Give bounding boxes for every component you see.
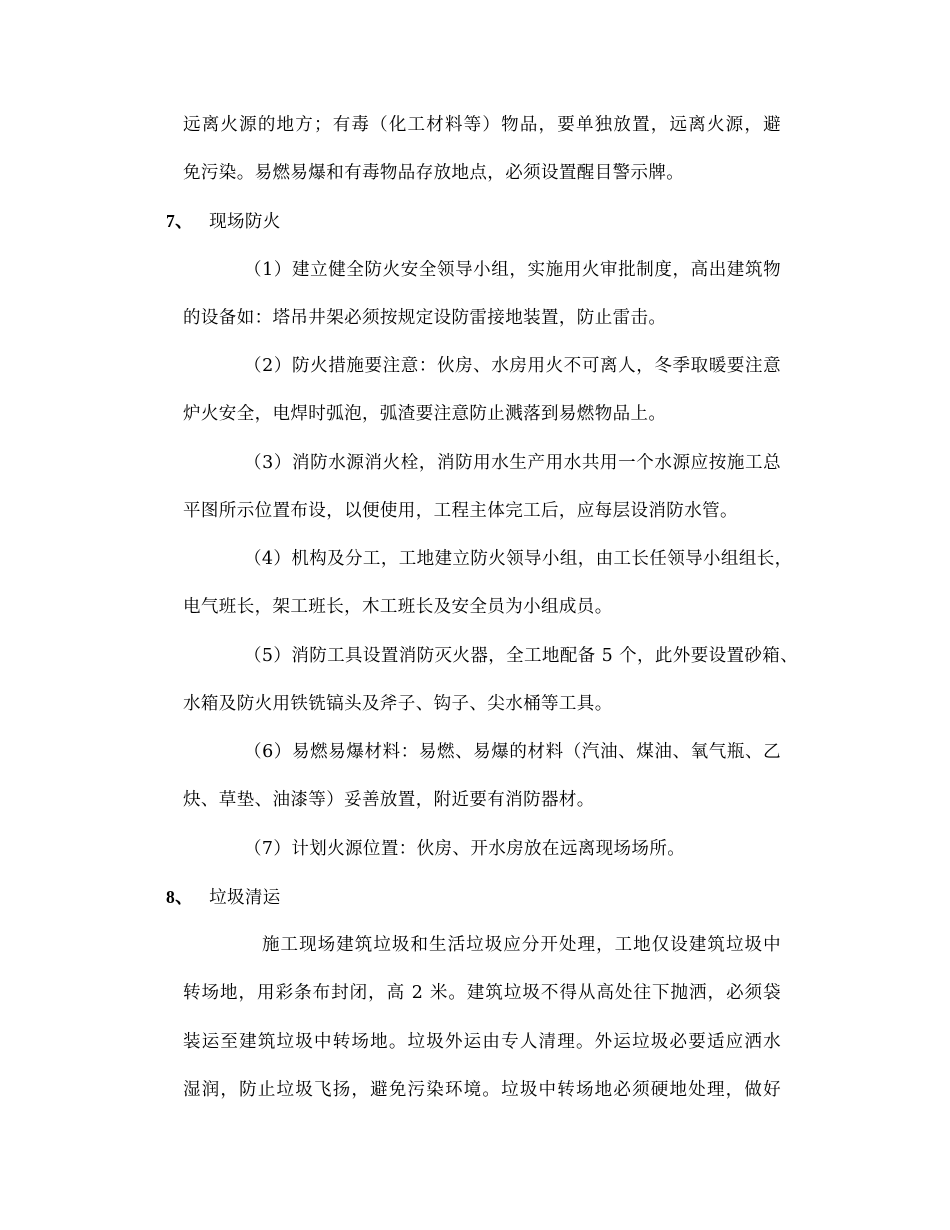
list-item-line: （4）机构及分工，工地建立防火领导小组，由工长任领导小组组长， [244, 549, 793, 569]
section-number: 8、 [166, 887, 194, 907]
paragraph-line: 装运至建筑垃圾中转场地。垃圾外运由专人清理。外运垃圾必要适应洒水 [183, 1032, 781, 1052]
list-item-line: （2）防火措施要注意：伙房、水房用火不可离人，冬季取暖要注意 [244, 356, 781, 376]
list-item-line: （6）易燃易爆材料：易燃、易爆的材料（汽油、煤油、氧气瓶、乙 [244, 742, 781, 762]
section-title: 现场防火 [209, 212, 281, 232]
list-item-line: 炉火安全，电焊时弧泡，弧渣要注意防止溅落到易燃物品上。 [183, 404, 667, 424]
paragraph-line: 免污染。易燃易爆和有毒物品存放地点，必须设置醒目警示牌。 [183, 163, 685, 183]
list-item-line: 水箱及防火用铁铣镐头及斧子、钩子、尖水桶等工具。 [183, 694, 613, 714]
list-item-line: （5）消防工具设置消防灭火器，全工地配备 5 个，此外要设置砂箱、 [244, 646, 799, 666]
section-number: 7、 [166, 211, 194, 231]
section-heading-7 [166, 209, 281, 234]
paragraph-line: 湿润，防止垃圾飞扬，避免污染环境。垃圾中转场地必须硬地处理，做好 [183, 1080, 781, 1100]
paragraph-line: 施工现场建筑垃圾和生活垃圾应分开处理，工地仅设建筑垃圾中 [262, 935, 781, 955]
list-item-line: （1）建立健全防火安全领导小组，实施用火审批制度，高出建筑物 [244, 260, 781, 280]
paragraph-line: 远离火源的地方；有毒（化工材料等）物品，要单独放置，远离火源，避 [183, 115, 781, 135]
section-heading-8 [166, 885, 281, 910]
section-title: 垃圾清运 [209, 888, 281, 908]
list-item-line: 电气班长，架工班长，木工班长及安全员为小组成员。 [183, 597, 613, 617]
list-item-line: 炔、草垫、油漆等）妥善放置，附近要有消防器材。 [183, 790, 595, 810]
paragraph-line: 转场地，用彩条布封闭，高 2 米。建筑垃圾不得从高处往下抛洒，必须袋 [183, 983, 781, 1003]
list-item-line: 平图所示位置布设，以便使用，工程主体完工后，应每层设消防水管。 [183, 501, 738, 521]
list-item-line: 的设备如：塔吊井架必须按规定设防雷接地装置，防止雷击。 [183, 308, 667, 328]
list-item-line: （7）计划火源位置：伙房、开水房放在远离现场场所。 [244, 839, 686, 859]
list-item-line: （3）消防水源消火栓，消防用水生产用水共用一个水源应按施工总 [244, 453, 781, 473]
